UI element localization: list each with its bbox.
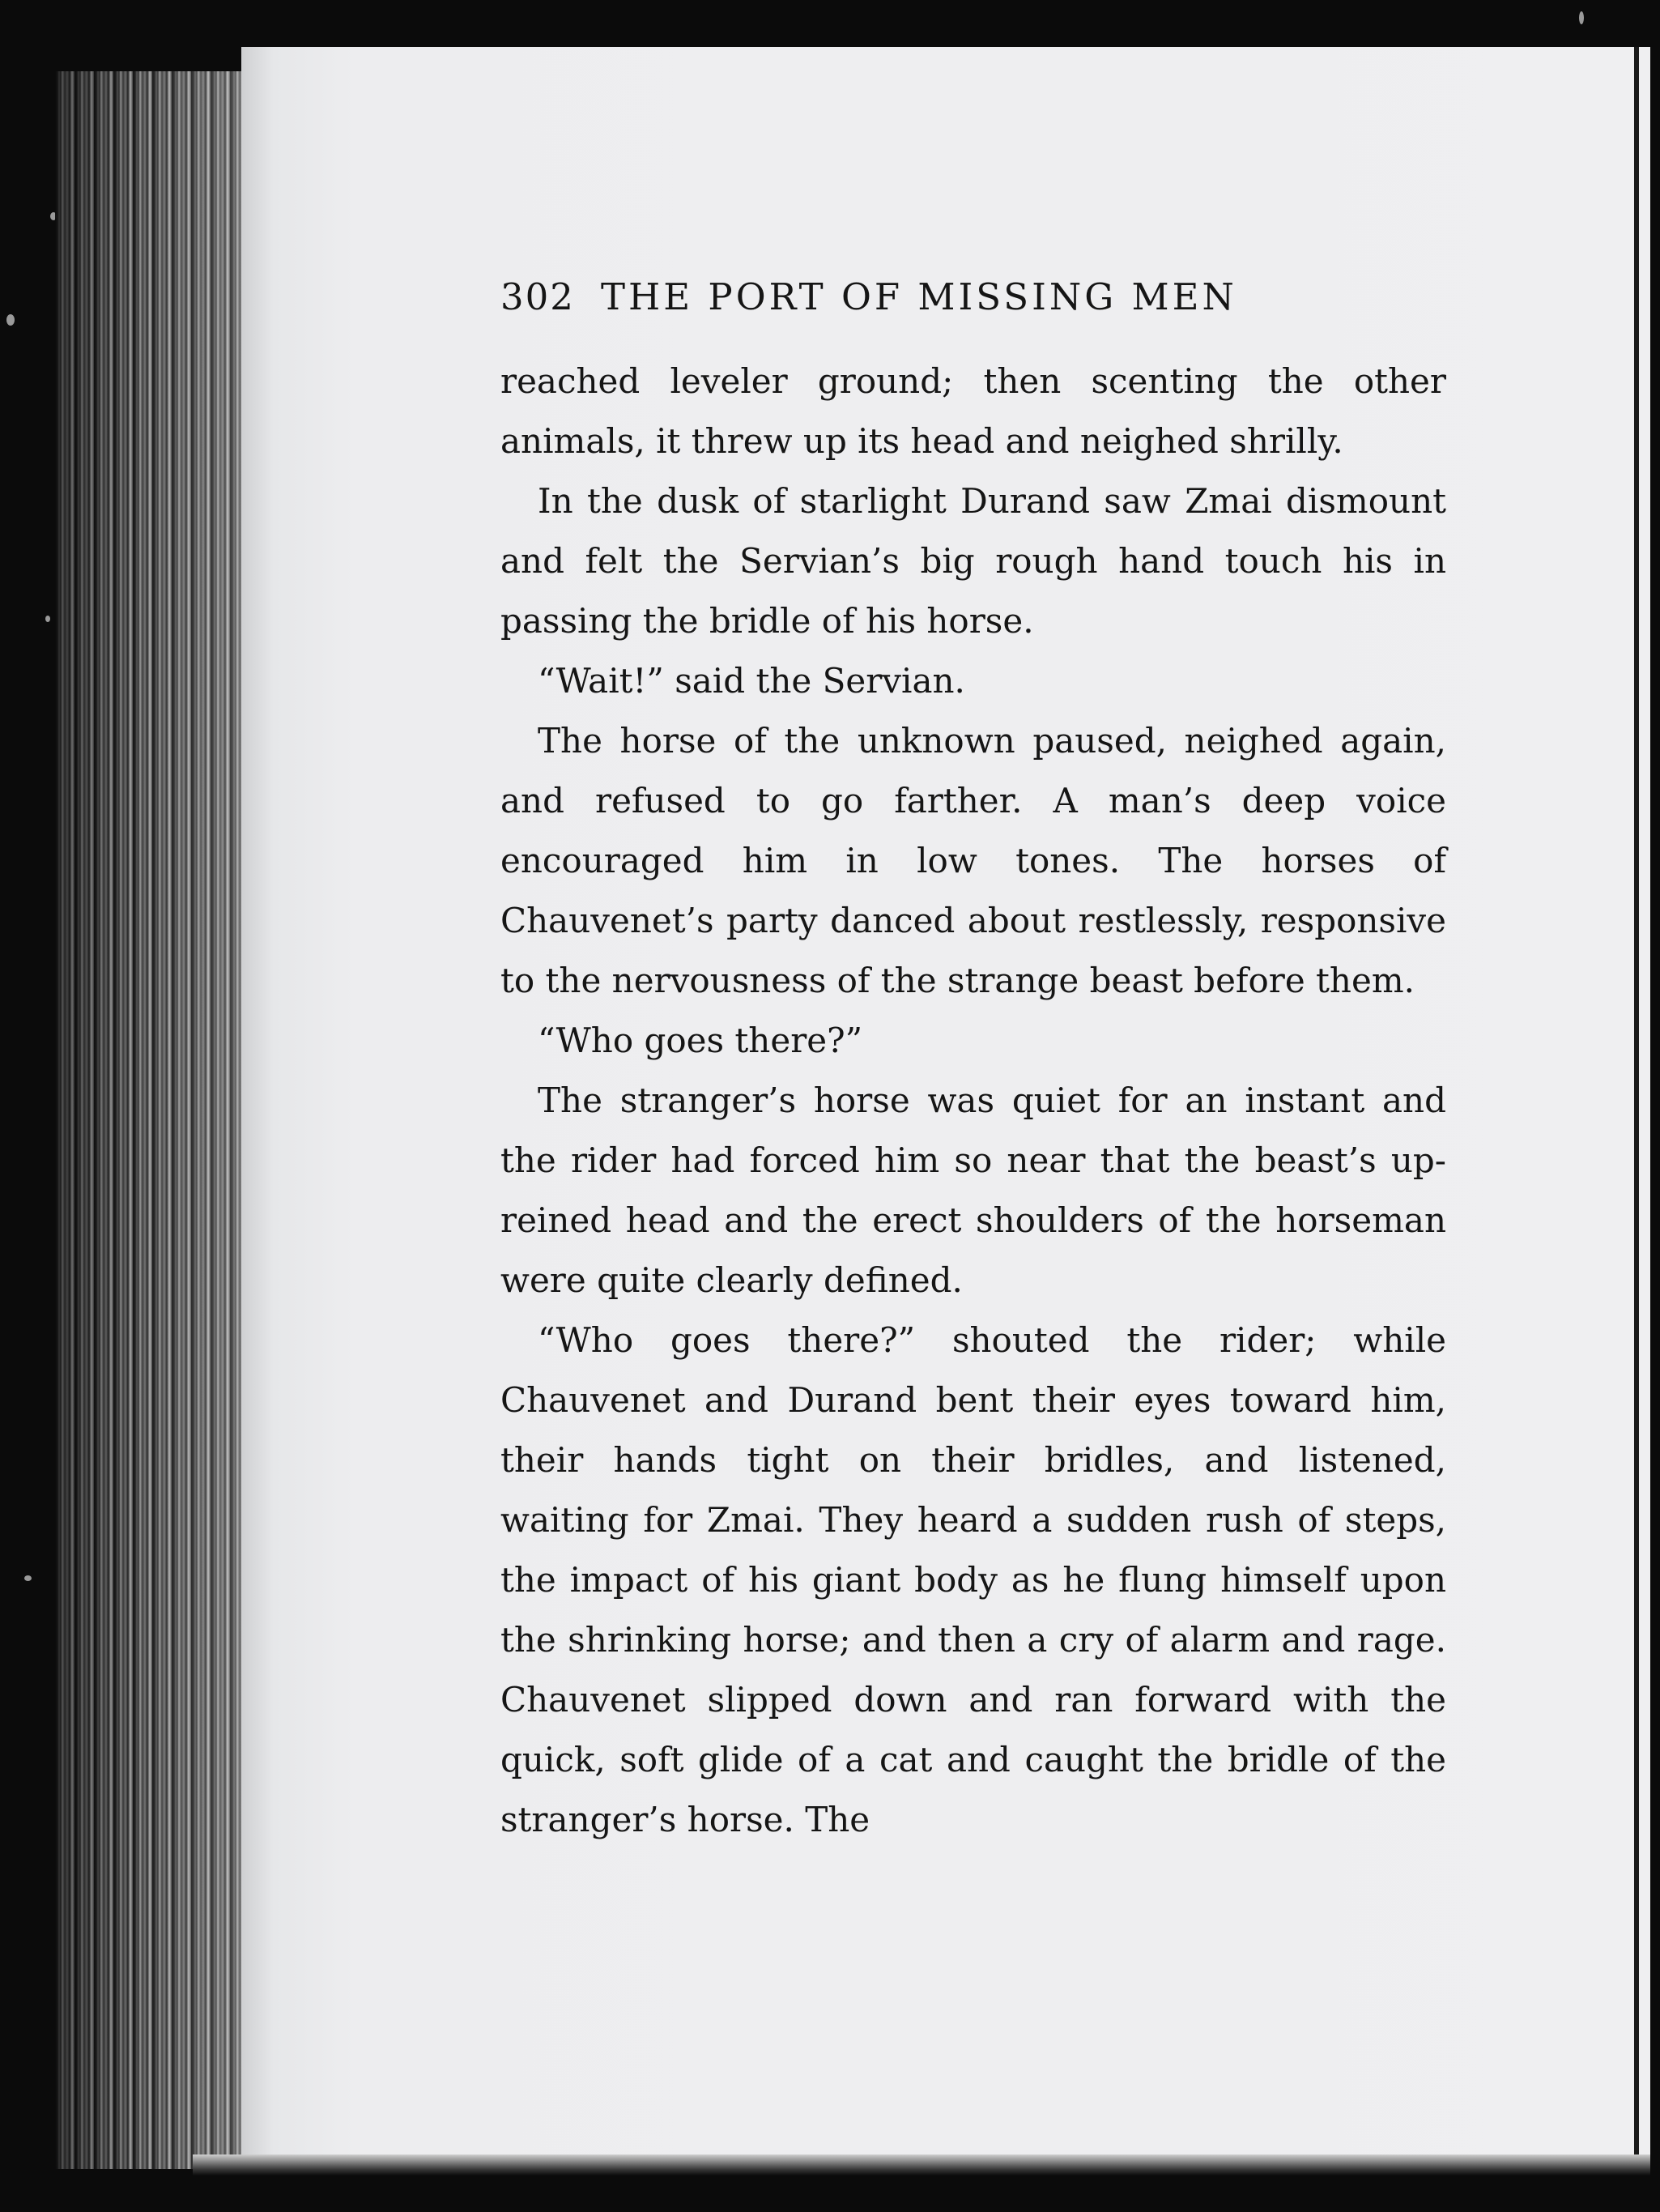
page-edges bbox=[55, 71, 258, 2169]
page-bottom-edge bbox=[193, 2154, 1650, 2176]
speck bbox=[1579, 11, 1584, 24]
speck bbox=[45, 616, 50, 622]
paragraph: The horse of the unknown paused, neighed again, and refused to go farther. A man’s deep voice encouraged him in low tones. The horses of Chauvenet’s party danced about restlessly, responsive to the nervousness of the strange beast before them. bbox=[500, 721, 1446, 1000]
speck bbox=[24, 1575, 32, 1581]
gutter-edge bbox=[1634, 47, 1639, 2161]
page-text-area bbox=[500, 275, 1446, 1850]
running-head bbox=[500, 275, 1446, 324]
body-text bbox=[500, 352, 1446, 1850]
paragraph: “Who goes there?” shouted the rider; while Chauvenet and Durand bent their eyes toward him, their hands tight on their bridles, and listened, waiting for Zmai. They heard a sudden rush of steps, the impact of his giant body as he flung himself upon the shrinking horse; and then a cry of alarm and rage. Chauvenet slipped down and ran forward with the quick, soft glide of a cat and caught the bridle of the stranger’s horse. The bbox=[500, 1320, 1446, 1839]
page-number: 302 bbox=[500, 275, 575, 318]
running-title: THE PORT OF MISSING MEN bbox=[601, 275, 1237, 318]
speck bbox=[6, 314, 15, 326]
paragraph: reached leveler ground; then scenting the other animals, it threw up its head and neighed shrilly. bbox=[500, 361, 1446, 461]
paragraph: “Wait!” said the Servian. bbox=[538, 661, 965, 701]
paragraph: In the dusk of starlight Durand saw Zmai dismount and felt the Servian’s big rough hand touch his in passing the bridle of his horse. bbox=[500, 481, 1446, 641]
paragraph: The stranger’s horse was quiet for an instant and the rider had forced him so near that the beast’s up-reined head and the erect shoulders of the horseman were quite clearly defined. bbox=[500, 1080, 1446, 1300]
paragraph: “Who goes there?” bbox=[538, 1021, 863, 1060]
